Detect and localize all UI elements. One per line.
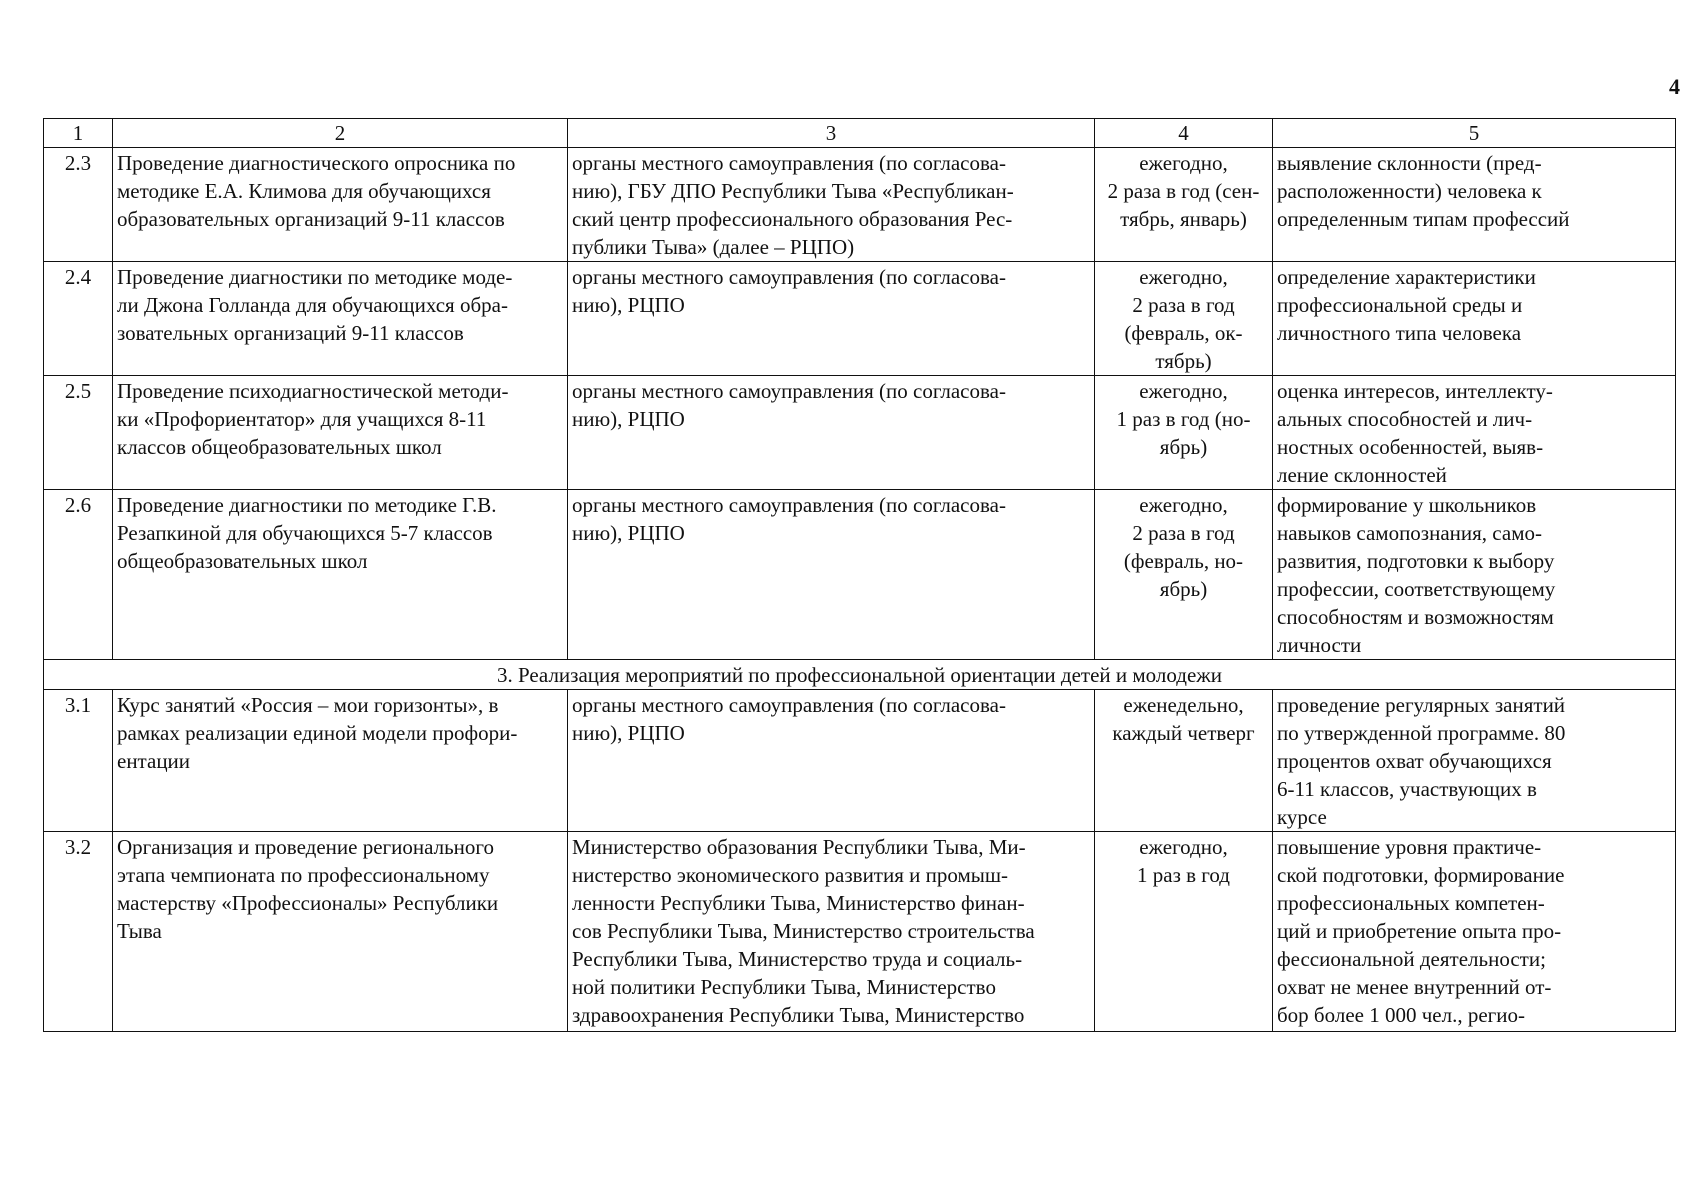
executor-cell: органы местного самоуправления (по согласова- нию), РЦПО (568, 262, 1095, 376)
executor-cell: органы местного самоуправления (по согласова- нию), ГБУ ДПО Республики Тыва «Республикан- ский центр профессионального образования Рес- публики Тыва» (далее – РЦПО) (568, 148, 1095, 262)
period-cell: ежегодно, 2 раза в год (февраль, но- ябрь) (1095, 490, 1273, 660)
period-cell: ежегодно, 1 раз в год (но- ябрь) (1095, 376, 1273, 490)
period-cell: ежегодно, 1 раз в год (1095, 832, 1273, 1032)
table-row (44, 690, 1676, 832)
event-cell: Проведение психодиагностической методи- ки «Профориентатор» для учащихся 8-11 классов общеобразовательных школ (113, 376, 568, 490)
period-cell: ежегодно, 2 раза в год (сен- тябрь, январь) (1095, 148, 1273, 262)
event-cell: Проведение диагностики по методике моде- ли Джона Голланда для обучающихся обра- зовательных организаций 9-11 классов (113, 262, 568, 376)
row-number: 2.4 (44, 262, 113, 376)
column-header: 3 (568, 119, 1095, 148)
section-title: 3. Реализация мероприятий по профессиональной ориентации детей и молодежи (44, 660, 1676, 690)
measures-table (43, 118, 1676, 1032)
row-number: 3.2 (44, 832, 113, 1032)
event-cell: Проведение диагностики по методике Г.В. Резапкиной для обучающихся 5-7 классов общеобразовательных школ (113, 490, 568, 660)
table-row (44, 262, 1676, 376)
row-number: 2.5 (44, 376, 113, 490)
executor-cell: Министерство образования Республики Тыва, Ми- нистерство экономического развития и промыш- ленности Республики Тыва, Министерство финан- сов Республики Тыва, Министерство строительства Республики Тыва, Министерство труда и социаль- ной политики Республики Тыва, Министерство здравоохранения Республики Тыва, Министерство (568, 832, 1095, 1032)
result-cell: определение характеристики профессиональной среды и личностного типа человека (1273, 262, 1676, 376)
executor-cell: органы местного самоуправления (по согласова- нию), РЦПО (568, 690, 1095, 832)
row-number: 2.6 (44, 490, 113, 660)
result-cell: повышение уровня практиче- ской подготовки, формирование профессиональных компетен- ций и приобретение опыта про- фессиональной деятельности; охват не менее внутренний от- бор более 1 000 чел., регио- (1273, 832, 1676, 1032)
event-cell: Проведение диагностического опросника по методике Е.А. Климова для обучающихся образовательных организаций 9-11 классов (113, 148, 568, 262)
result-cell: выявление склонности (пред- расположенности) человека к определенным типам профессий (1273, 148, 1676, 262)
executor-cell: органы местного самоуправления (по согласова- нию), РЦПО (568, 490, 1095, 660)
table-header-row (44, 119, 1676, 148)
result-cell: оценка интересов, интеллекту- альных способностей и лич- ностных особенностей, выяв- ление склонностей (1273, 376, 1676, 490)
column-header: 2 (113, 119, 568, 148)
result-cell: формирование у школьников навыков самопознания, само- развития, подготовки к выбору профессии, соответствующему способностям и возможностям личности (1273, 490, 1676, 660)
column-header: 5 (1273, 119, 1676, 148)
table-row (44, 490, 1676, 660)
row-number: 3.1 (44, 690, 113, 832)
row-number: 2.3 (44, 148, 113, 262)
column-header: 1 (44, 119, 113, 148)
page-number: 4 (1669, 74, 1680, 99)
event-cell: Организация и проведение регионального этапа чемпионата по профессиональному мастерству «Профессионалы» Республики Тыва (113, 832, 568, 1032)
period-cell: ежегодно, 2 раза в год (февраль, ок- тябрь) (1095, 262, 1273, 376)
period-cell: еженедельно, каждый четверг (1095, 690, 1273, 832)
table-row (44, 832, 1676, 1032)
executor-cell: органы местного самоуправления (по согласова- нию), РЦПО (568, 376, 1095, 490)
table-row (44, 376, 1676, 490)
column-header: 4 (1095, 119, 1273, 148)
section-row (44, 660, 1676, 690)
result-cell: проведение регулярных занятий по утвержденной программе. 80 процентов охват обучающихся 6-11 классов, участвующих в курсе (1273, 690, 1676, 832)
event-cell: Курс занятий «Россия – мои горизонты», в рамках реализации единой модели профори- ентации (113, 690, 568, 832)
table-row (44, 148, 1676, 262)
